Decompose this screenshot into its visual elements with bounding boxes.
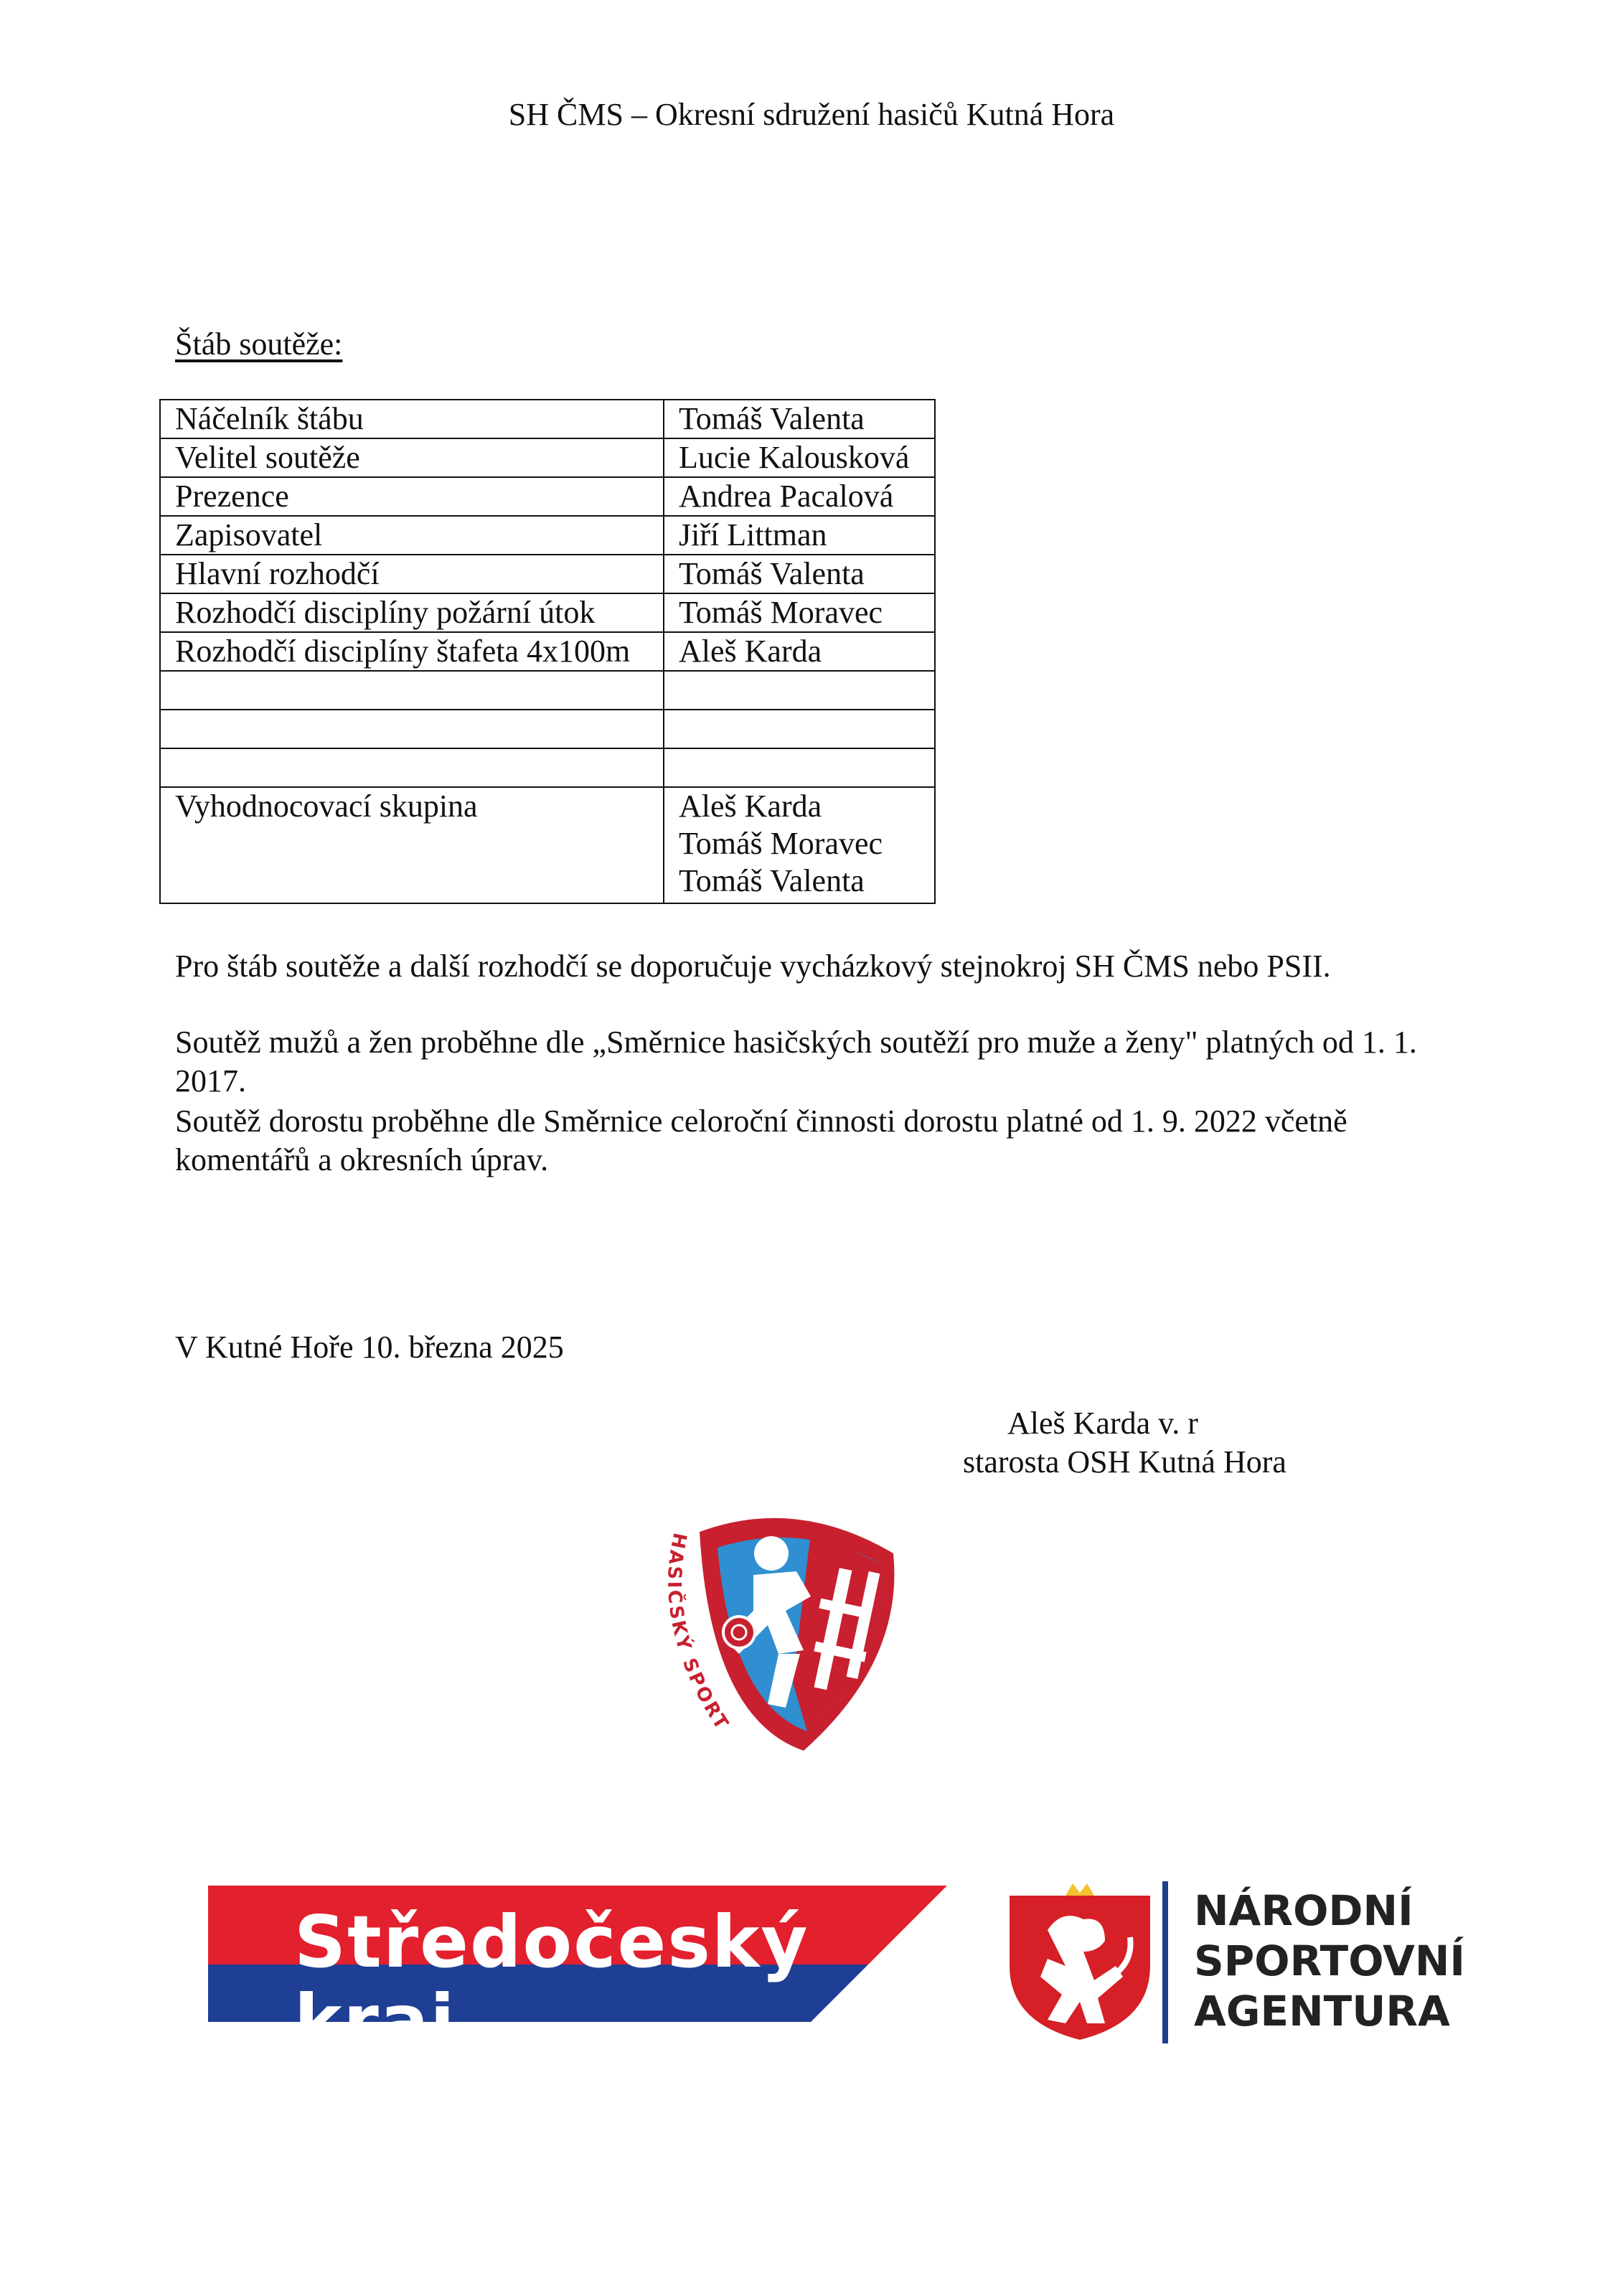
- hasicsky-sport-logo-icon: [631, 1503, 933, 1761]
- role-cell: Vyhodnocovací skupina: [160, 787, 664, 903]
- uniform-note: Pro štáb soutěže a další rozhodčí se doporučuje vycházkový stejnokroj SH ČMS nebo PSII.: [175, 949, 1331, 984]
- name-cell: Andrea Pacalová: [664, 477, 935, 516]
- nsa-line: AGENTURA: [1194, 1987, 1450, 2036]
- name-cell-multi: [664, 787, 935, 903]
- name-cell: Tomáš Valenta: [664, 555, 935, 593]
- evaluator-name: Tomáš Valenta: [679, 863, 865, 898]
- rules-youth: Soutěž dorostu proběhne dle Směrnice celoroční činnosti dorostu platné od 1. 9. 2022 včetně komentářů a okresních úprav.: [175, 1104, 1347, 1177]
- table-row: [160, 400, 935, 438]
- table-row: [160, 477, 935, 516]
- evaluator-name: Tomáš Moravec: [679, 826, 883, 861]
- role-cell: Prezence: [160, 477, 664, 516]
- role-cell: Hlavní rozhodčí: [160, 555, 664, 593]
- table-row-evaluation: [160, 787, 935, 903]
- role-cell: Rozhodčí disciplíny štafeta 4x100m: [160, 632, 664, 671]
- name-cell: Tomáš Valenta: [664, 400, 935, 438]
- place-date: V Kutné Hoře 10. března 2025: [175, 1330, 564, 1365]
- role-cell: [160, 671, 664, 710]
- stredocesky-kraj-logo: [208, 1886, 947, 2063]
- staff-table: [159, 399, 936, 904]
- name-cell: [664, 748, 935, 787]
- name-cell: Lucie Kalousková: [664, 438, 935, 477]
- table-row: [160, 555, 935, 593]
- role-cell: [160, 748, 664, 787]
- role-cell: Velitel soutěže: [160, 438, 664, 477]
- nsa-line: SPORTOVNÍ: [1194, 1937, 1465, 1985]
- role-cell: Náčelník štábu: [160, 400, 664, 438]
- table-row: [160, 632, 935, 671]
- document-header: SH ČMS – Okresní sdružení hasičů Kutná Hora: [508, 97, 1115, 132]
- role-cell: Zapisovatel: [160, 516, 664, 555]
- signature-name: Aleš Karda v. r: [1007, 1406, 1198, 1441]
- name-cell: Tomáš Moravec: [664, 593, 935, 632]
- name-cell: [664, 710, 935, 748]
- evaluator-name: Aleš Karda: [679, 789, 822, 824]
- name-cell: Aleš Karda: [664, 632, 935, 671]
- table-row: [160, 748, 935, 787]
- nsa-text: [1194, 1886, 1465, 2036]
- section-title: Štáb soutěže:: [175, 326, 343, 362]
- name-cell: Jiří Littman: [664, 516, 935, 555]
- table-row: [160, 710, 935, 748]
- stredocesky-kraj-text: Středočeský kraj: [294, 1900, 809, 2063]
- table-row: [160, 516, 935, 555]
- nsa-divider: [1162, 1881, 1168, 2043]
- role-cell: Rozhodčí disciplíny požární útok: [160, 593, 664, 632]
- hasicsky-sport-text: HASIČSKÝ SPORT: [663, 1530, 733, 1736]
- rules-men-women: Soutěž mužů a žen proběhne dle „Směrnice hasičských soutěží pro muže a ženy" platných od 1. 1. 2017.: [175, 1025, 1417, 1098]
- nsa-line: NÁRODNÍ: [1194, 1886, 1413, 1935]
- table-row: [160, 438, 935, 477]
- nsa-lion-icon: [997, 1880, 1162, 2045]
- table-row: [160, 593, 935, 632]
- role-cell: [160, 710, 664, 748]
- table-row: [160, 671, 935, 710]
- signature-role: starosta OSH Kutná Hora: [963, 1444, 1286, 1479]
- name-cell: [664, 671, 935, 710]
